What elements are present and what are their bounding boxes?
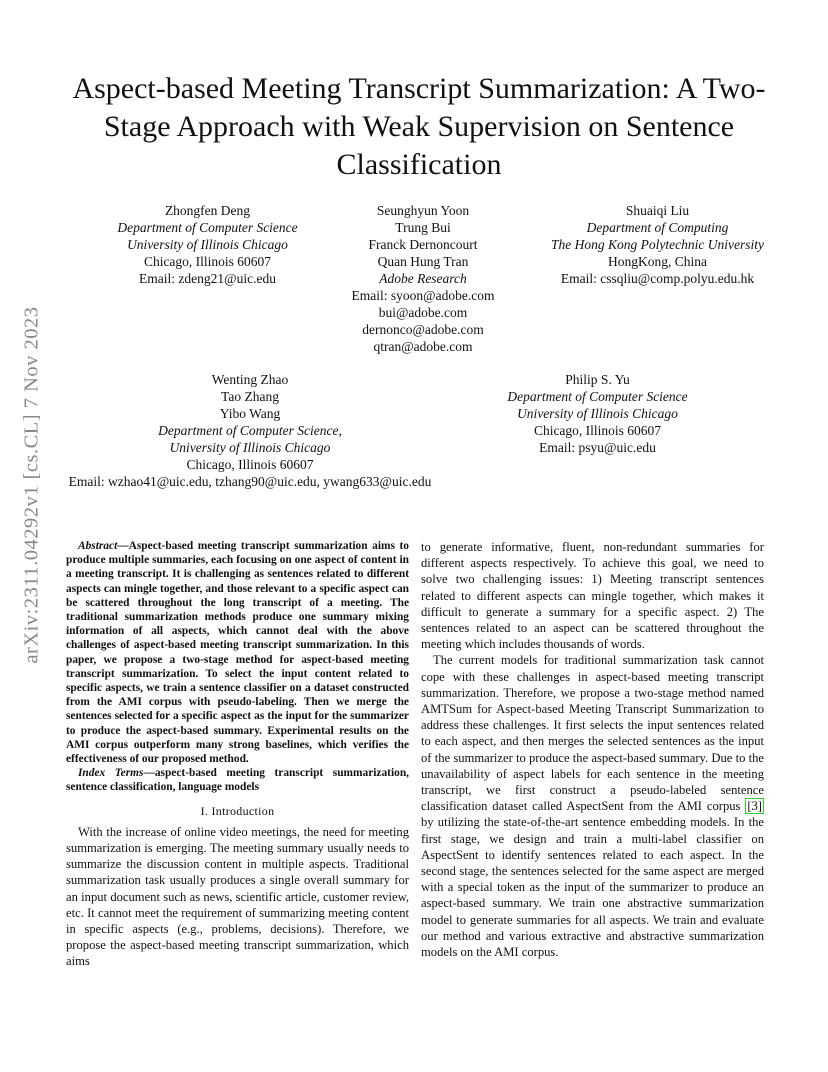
author-email: qtran@adobe.com — [373, 339, 473, 354]
right-column — [421, 539, 764, 960]
author-department: Department of Computer Science — [507, 389, 688, 404]
author-location: HongKong, China — [608, 254, 707, 269]
body-paragraph — [421, 652, 764, 960]
author-location: Chicago, Illinois 60607 — [533, 423, 662, 438]
author-name: Zhongfen Deng — [164, 203, 251, 218]
author-block-zhao — [60, 371, 440, 490]
citation-link[interactable]: [3] — [747, 799, 762, 814]
author-institution: Adobe Research — [379, 271, 467, 286]
left-column — [66, 539, 409, 970]
author-institution: University of Illinois Chicago — [127, 237, 288, 252]
section-heading: I. Introduction — [200, 803, 275, 818]
author-institution: University of Illinois Chicago — [517, 406, 678, 421]
paper-title: Aspect-based Meeting Transcript Summarization: A Two-Stage Approach with Weak Supervision on Sentence Classification — [72, 72, 766, 181]
author-location: Chicago, Illinois 60607 — [143, 254, 272, 269]
author-email: Email: psyu@uic.edu — [539, 440, 656, 455]
author-location: Chicago, Illinois 60607 — [186, 457, 314, 472]
author-name: Quan Hung Tran — [377, 254, 469, 269]
author-name: Wenting Zhao — [211, 372, 289, 387]
author-department: Department of Computer Science — [117, 220, 298, 235]
author-name: Seunghyun Yoon — [376, 203, 470, 218]
abstract-label: Abstract — [78, 540, 118, 552]
index-terms-label: Index Terms — [78, 767, 144, 780]
author-email: Email: zdeng21@uic.edu — [139, 271, 276, 286]
author-name: Yibo Wang — [219, 406, 281, 421]
author-email: bui@adobe.com — [378, 305, 468, 320]
author-department: Department of Computer Science, — [158, 423, 342, 438]
body-paragraph: to generate informative, fluent, non-redundant summaries for different aspects respectively. To achieve this goal, we need to solve two challenging issues: 1) Meeting transcript sentences related to different aspects can mingle together, which makes it difficult to generate a summary for a specific aspect. 2) The sentences related to an aspect can be scattered throughout the meeting which includes thousands of words. — [421, 540, 764, 652]
intro-paragraph: With the increase of online video meetings, the need for meeting summarization is emerging. The meeting summary usually needs to summarize the discussion content in multiple aspects. Traditional summarization task usually produces a single overall summary for an input document such as news, scientific article, customer review, etc. It cannot meet the requirement of summarizing meeting content in specific aspects (e.g., problems, decisions). Therefore, we propose the aspect-based meeting transcript summarization, which aims — [66, 824, 409, 969]
author-email: Email: wzhao41@uic.edu, tzhang90@uic.edu, ywang633@uic.edu — [68, 474, 432, 489]
author-email: Email: cssqliu@comp.polyu.edu.hk — [560, 271, 755, 286]
author-block-adobe — [330, 202, 516, 355]
author-institution: University of Illinois Chicago — [169, 440, 331, 455]
author-name: Franck Dernoncourt — [368, 237, 478, 252]
author-institution: The Hong Kong Polytechnic University — [551, 237, 764, 252]
author-block-yu — [490, 371, 705, 456]
author-name: Philip S. Yu — [565, 372, 630, 387]
abstract — [66, 539, 409, 766]
arxiv-identifier: arXiv:2311.04292v1 [cs.CL] 7 Nov 2023 — [20, 306, 43, 664]
author-block-liu — [535, 202, 780, 287]
index-terms — [66, 766, 409, 794]
author-name: Trung Bui — [395, 220, 451, 235]
author-email: dernonco@adobe.com — [362, 322, 484, 337]
author-name: Shuaiqi Liu — [625, 203, 690, 218]
author-email: Email: syoon@adobe.com — [351, 288, 495, 303]
body-text: The current models for traditional summarization task cannot cope with these challenges in aspect-based meeting transcript summarization. Therefore, we propose a two-stage method named AMTSum for Aspect-based Meeting Transcript Summarization to address these challenges. It first selects the input sentences related to each aspect, and then merges the selected sentences as the input of the summarizer to produce the aspect-based summary. Due to the unavailability of aspect labels for each sentence in the meeting transcript, we first construct a pseudo-labeled sentence classification dataset called AspectSent from the AMI corpus — [421, 653, 764, 814]
author-name: Tao Zhang — [221, 389, 279, 404]
author-department: Department of Computing — [586, 220, 729, 235]
author-block-deng — [100, 202, 315, 287]
abstract-text: —Aspect-based meeting transcript summarization aims to produce multiple summaries, each focusing on one aspect of content in a meeting transcript. It is challenging as sentences related to different aspects can mingle together, and those relevant to a specific aspect can be scattered throughout the long transcript of a meeting. The traditional summarization methods produce one summary mixing information of all aspects, which cannot deal with the above challenges of aspect-based meeting transcript summarization. In this paper, we propose a two-stage method for aspect-based meeting transcript summarization. To select the input content related to specific aspects, we train a sentence classifier on a dataset constructed from the AMI corpus with pseudo-labeling. Then we merge the sentences selected for a specific aspect as the input for the summarizer to produce the aspect-based summary. Experimental results on the AMI corpus outperform many strong baselines, which verifies the effectiveness of our proposed method. — [66, 540, 409, 766]
body-text: by utilizing the state-of-the-art sentence embedding models. In the first stage, we design and train a multi-label classifier on AspectSent to identify sentences related to each aspect. In the second stage, the sentences selected for the same aspect are merged with a special token as the input of the summarizer to produce an aspect-based summary. We train one abstractive summarization model to generate summaries for all aspects. We train and evaluate our method and various extractive and abstractive summarization models on the AMI corpus. — [421, 815, 764, 960]
index-terms-text: —aspect-based meeting transcript summarization, sentence classification, language models — [66, 767, 410, 794]
